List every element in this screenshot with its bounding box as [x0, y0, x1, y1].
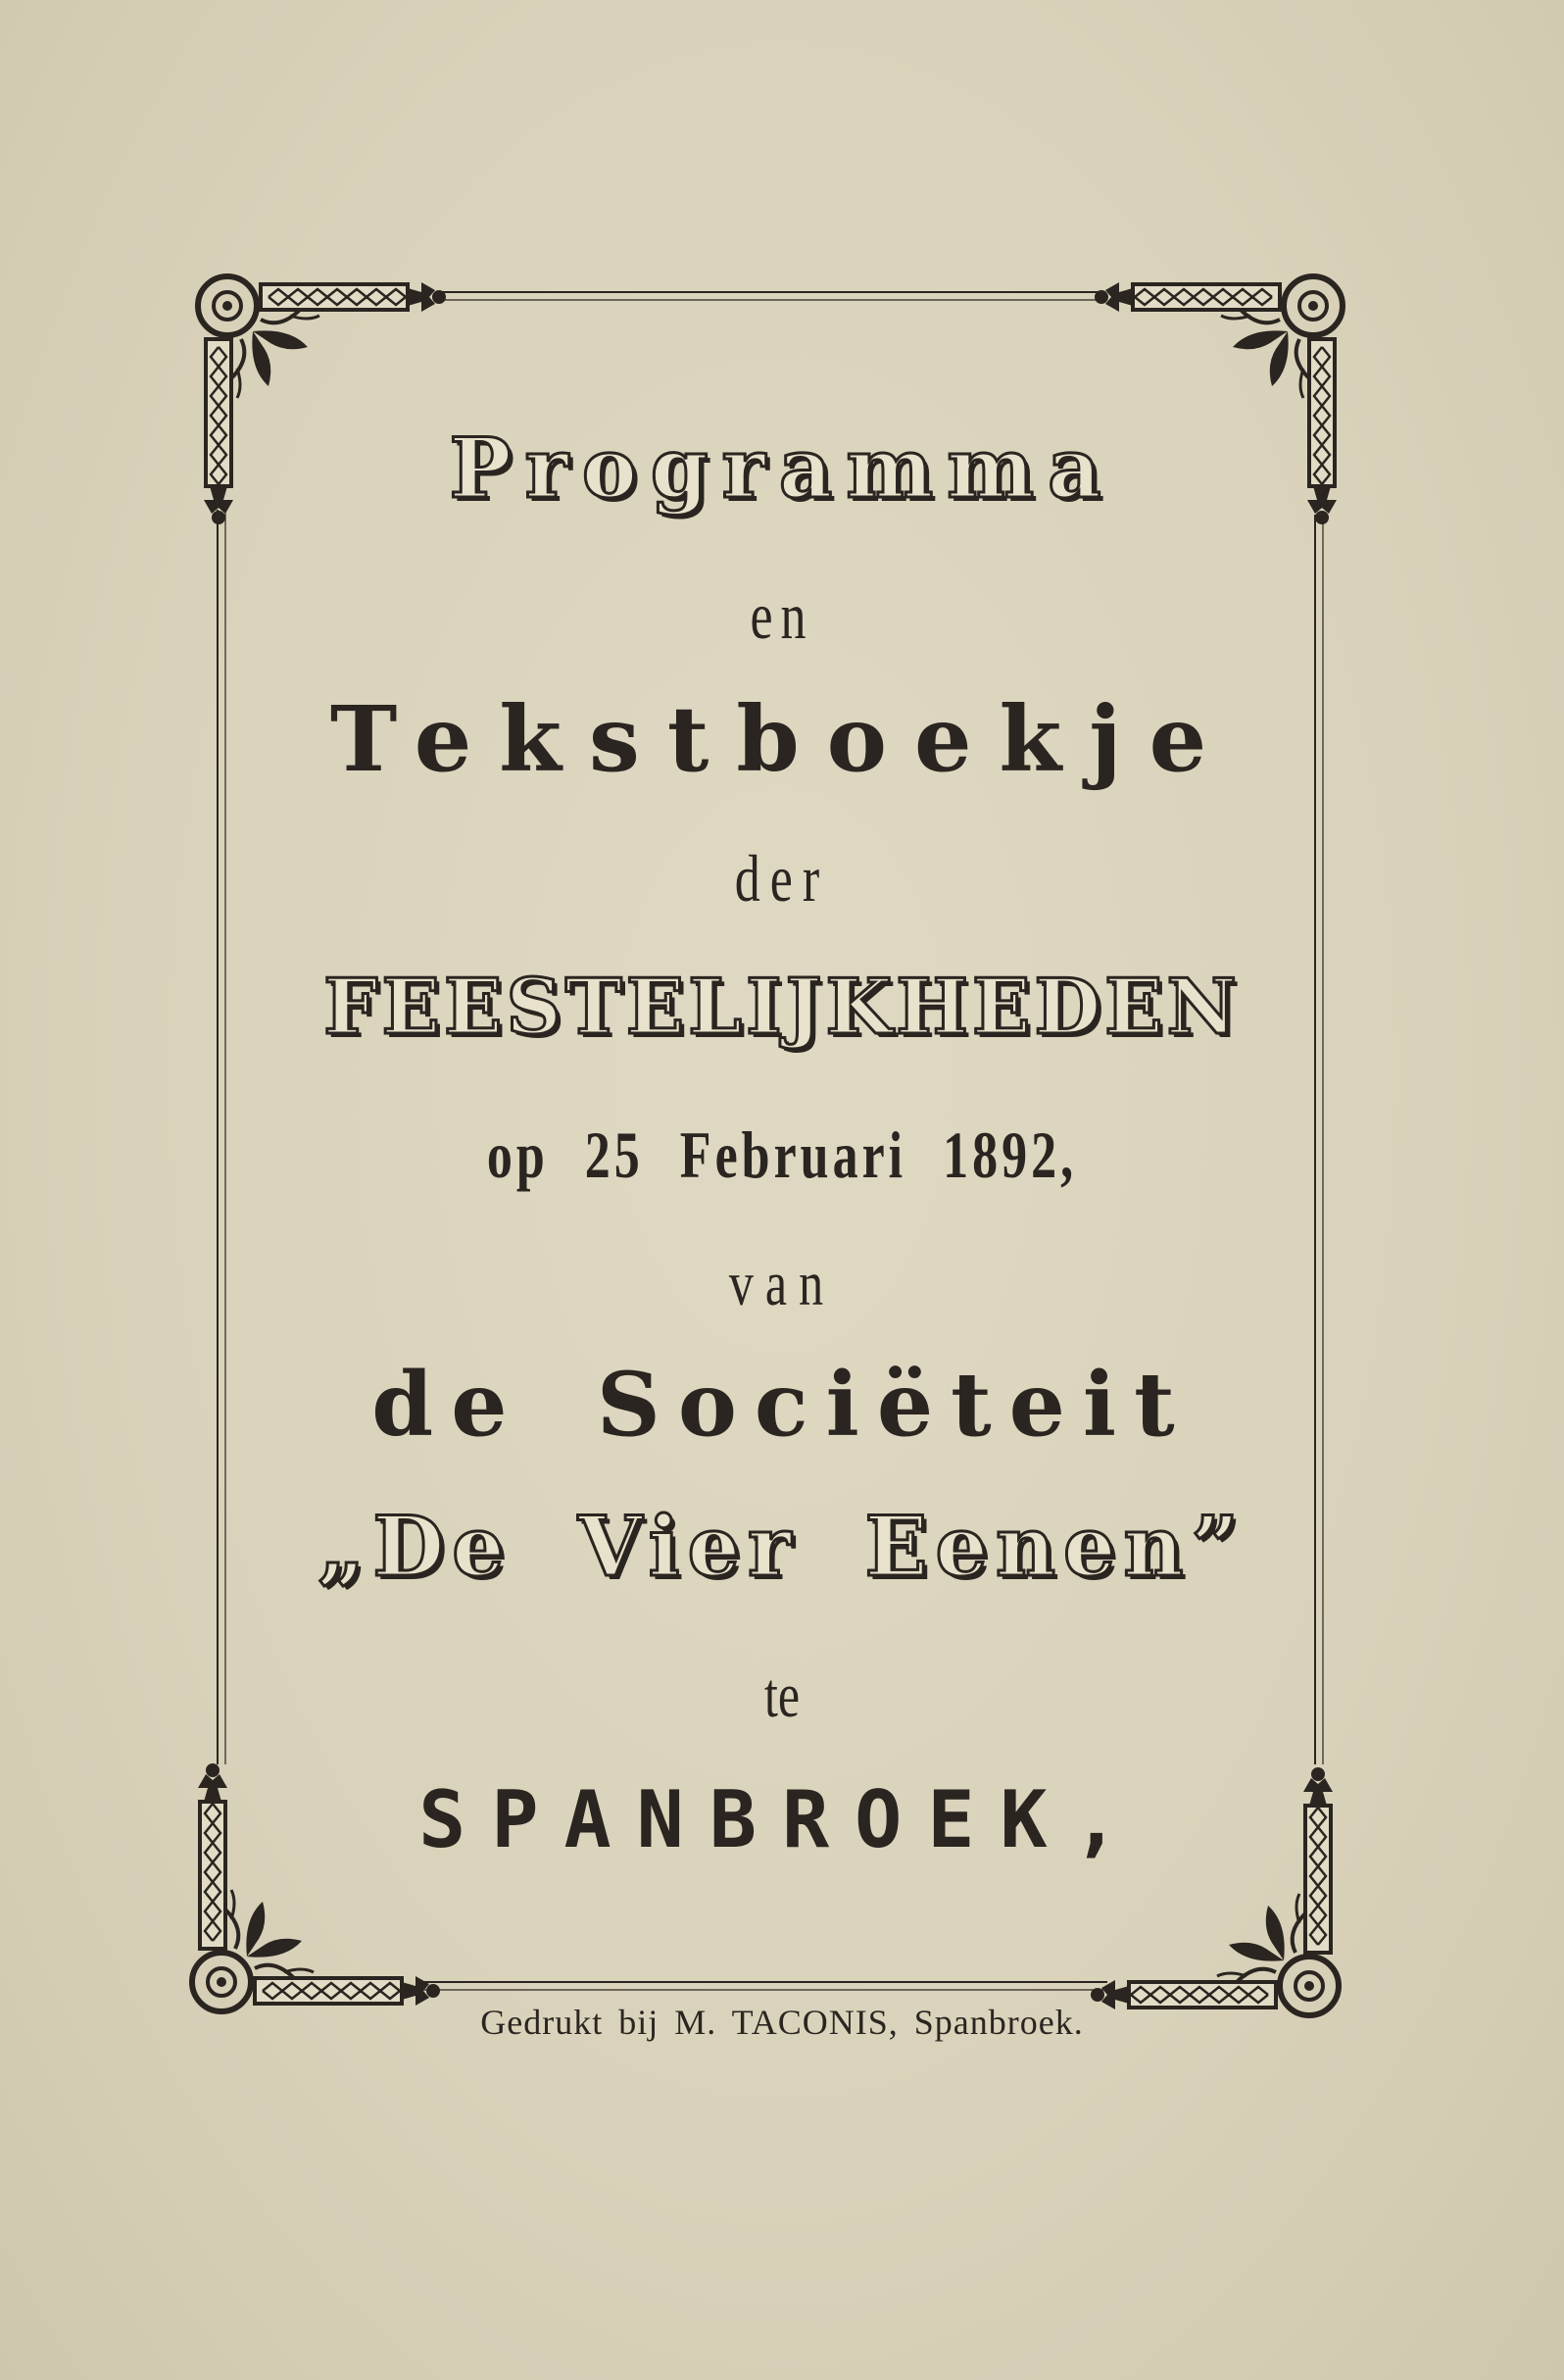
title-te: te — [763, 1659, 801, 1731]
title-der: der — [734, 843, 830, 917]
title-place: SPANBROEK, — [418, 1774, 1146, 1865]
title-tekstboekje: Tekstboekje — [329, 686, 1235, 792]
title-societeit: de Sociëteit — [371, 1353, 1193, 1457]
title-programma: Programma — [449, 420, 1115, 517]
printer-imprint: Gedrukt bij M. TACONIS, Spanbroek. — [480, 2003, 1084, 2042]
title-society-name: „De Vier Eenen” — [318, 1498, 1246, 1595]
title-date: op 25 Februari 1892, — [486, 1119, 1078, 1193]
title-feestelijkheden: FEESTELIJKHEDEN — [323, 963, 1241, 1052]
title-van: van — [728, 1247, 836, 1319]
title-en: en — [750, 580, 814, 654]
